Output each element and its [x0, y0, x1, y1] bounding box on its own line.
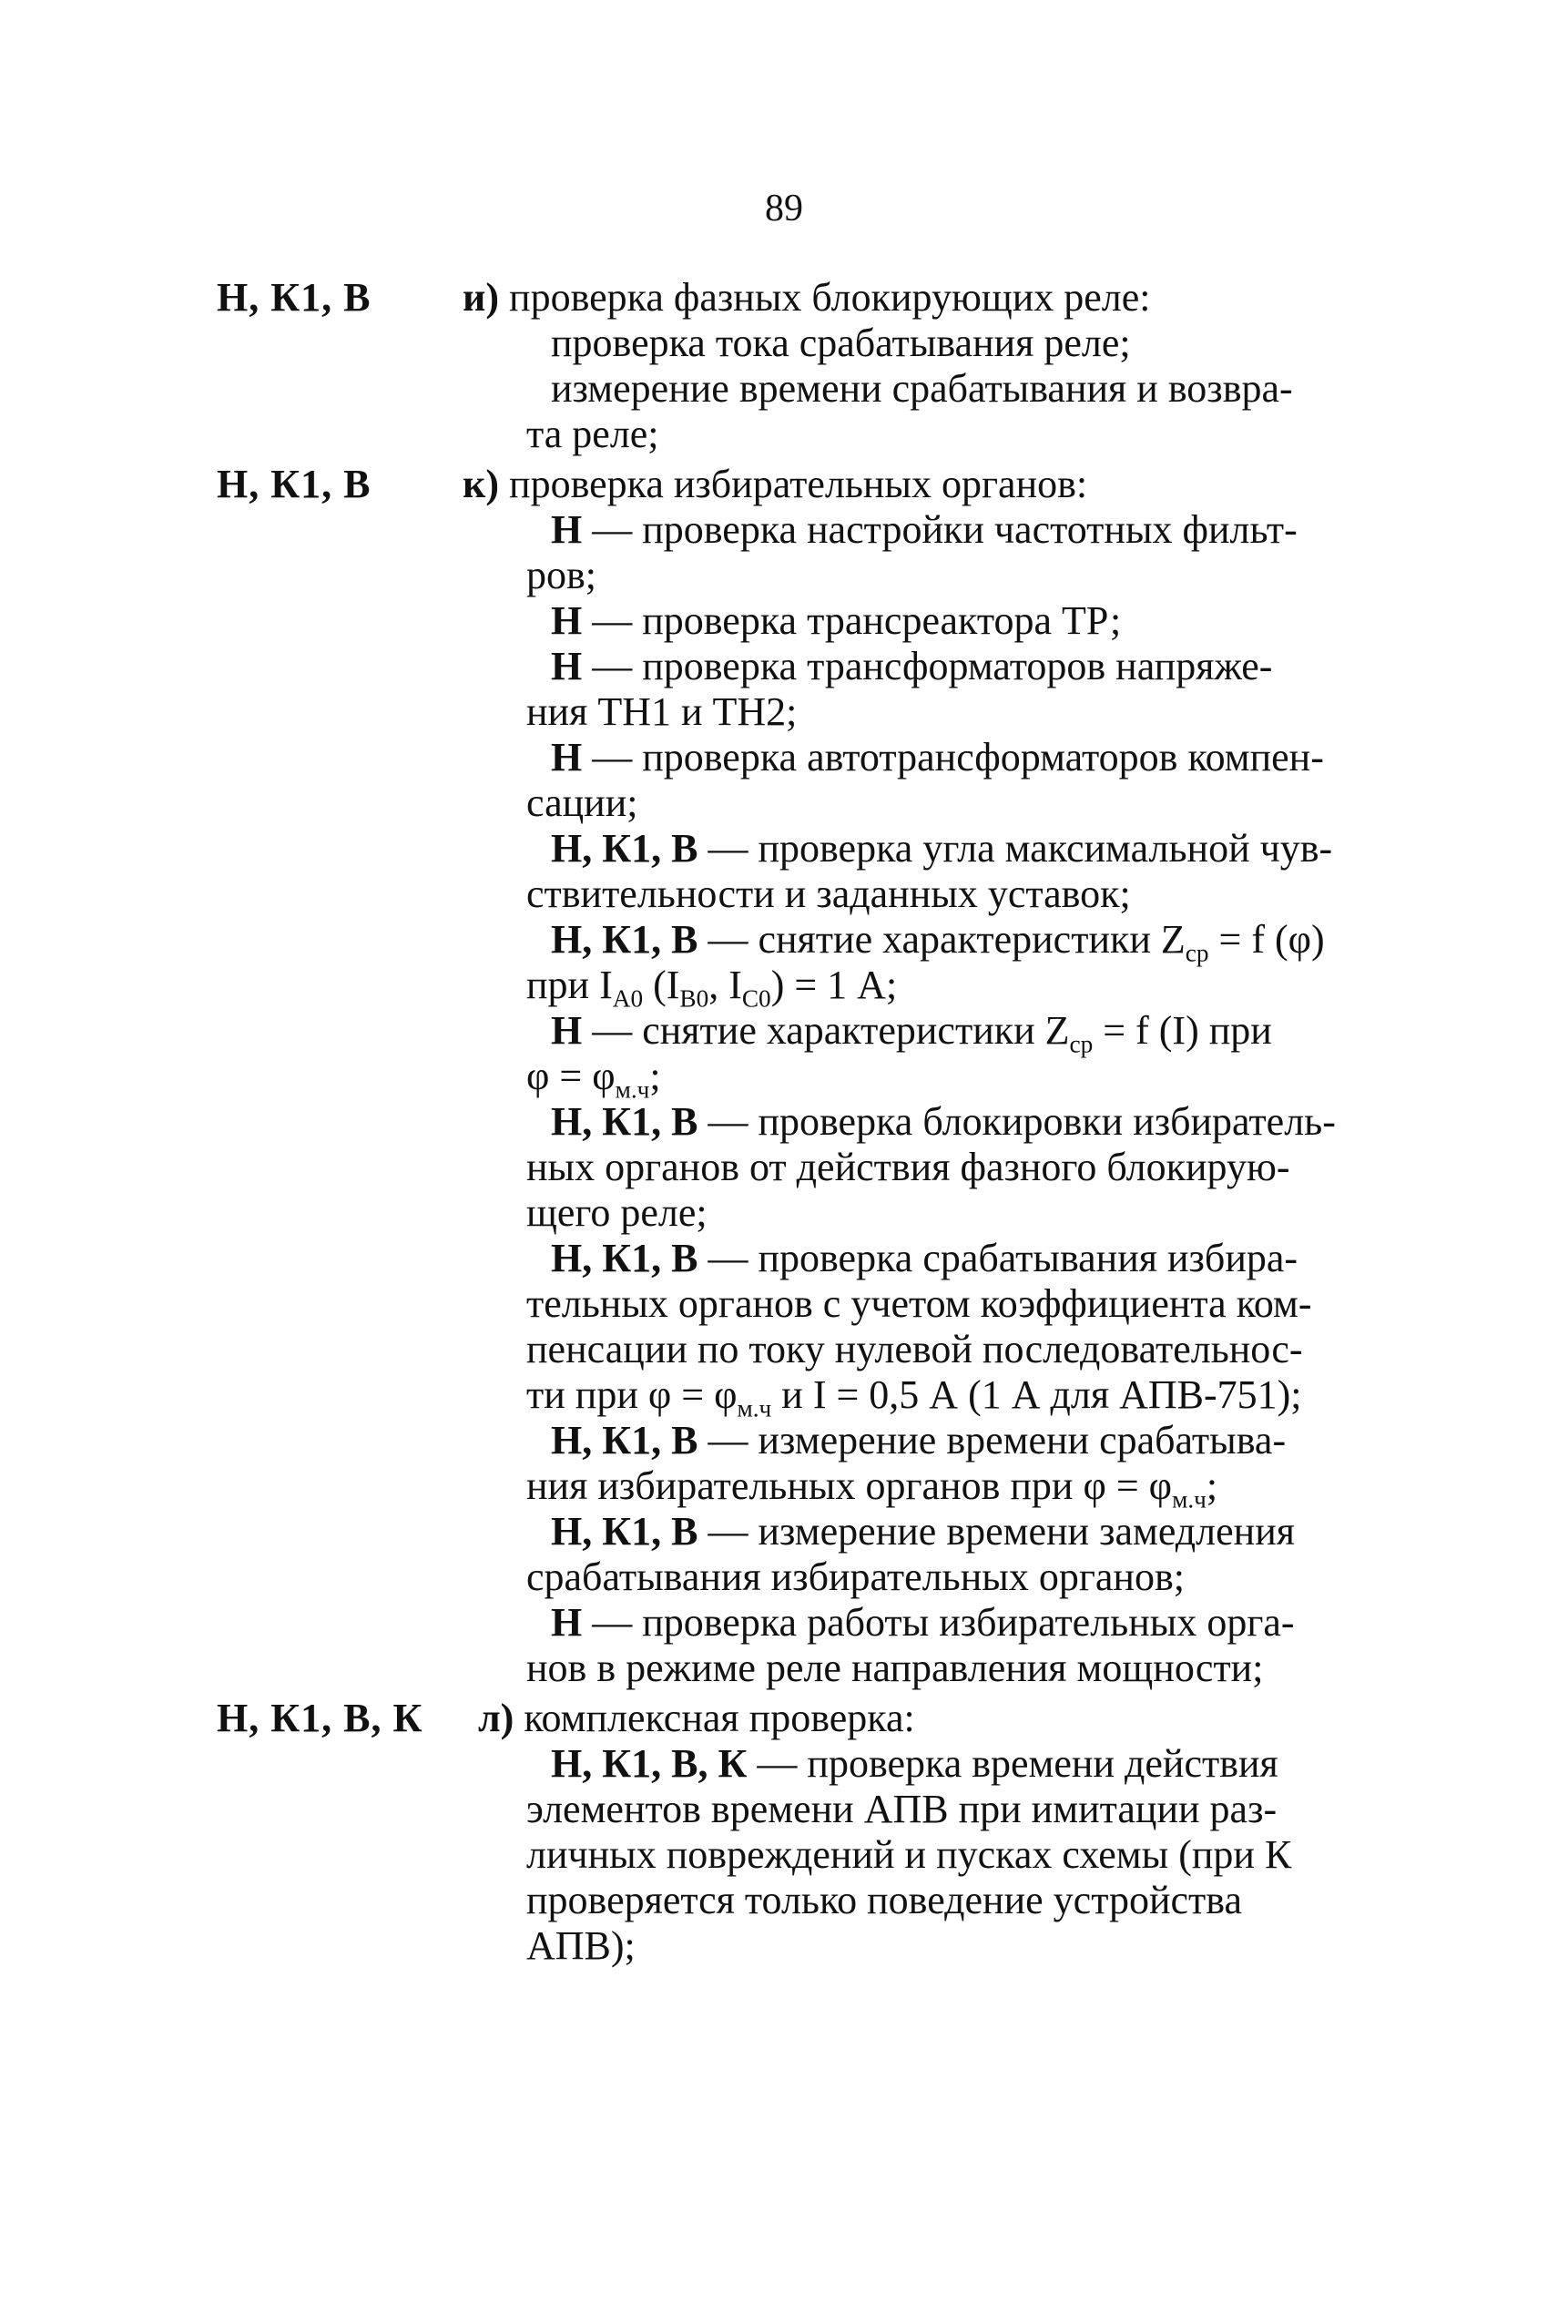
text-line: ров; [526, 553, 596, 597]
text-line: Н — проверка работы избирательных орга- [551, 1600, 1295, 1645]
text-line: щего реле; [526, 1190, 708, 1235]
text-line: проверяется только поведение устройства [526, 1878, 1243, 1922]
text-line: Н, К1, В, К — проверка времени действия [551, 1741, 1278, 1786]
text-line: проверка тока срабатывания реле; [551, 321, 1131, 365]
text-line: Н, К1, В — измерение времени замедления [551, 1509, 1295, 1554]
text-line: измерение времени срабатывания и возвра- [551, 366, 1293, 411]
block-codes: Н, К1, В [217, 462, 372, 506]
text-line: элементов времени АПВ при имитации раз- [526, 1787, 1278, 1831]
text-line: ствительности и заданных уставок; [526, 872, 1131, 916]
block-marker: л) [478, 1696, 514, 1740]
block-codes: Н, К1, В, К [217, 1696, 423, 1740]
text-line: Н — проверка автотрансформаторов компен- [551, 735, 1324, 780]
block-title: проверка избирательных органов: [509, 462, 1088, 506]
text-line: та реле; [526, 412, 659, 456]
text-line: $\varphi = \varphi_{м.ч}$; [526, 1054, 661, 1104]
text-line: Н, К1, В — измерение времени срабатыва- [551, 1418, 1287, 1463]
text-line: Н — проверка трансреактора ТР; [551, 598, 1122, 643]
text-line: Н, К1, В — снятие характеристики $Z_{ср} = f$ (φ) [551, 917, 1325, 967]
block-marker: и) [463, 275, 500, 320]
text-line: нов в режиме реле направления мощности; [526, 1646, 1264, 1690]
text-line: Н — проверка настройки частотных фильт- [551, 507, 1298, 552]
block-title: комплексная проверка: [524, 1696, 915, 1740]
text-line: тельных органов с учетом коэффициента ком- [526, 1281, 1312, 1326]
text-line: ти при $\varphi = \varphi_{м.ч}$ и I = 0,5 А (1 А для АПВ-751); [526, 1372, 1302, 1422]
text-line: сации; [526, 780, 638, 825]
text-line: при $I_{А0}$ ($I_{В0}$, $I_{С0}) = 1$ А; [526, 963, 898, 1013]
text-line: ных органов от действия фазного блокирую- [526, 1145, 1290, 1189]
text-line: Н — снятие характеристики $Z_{ср} = f$ (I) при [551, 1008, 1272, 1058]
text-line: АПВ); [526, 1923, 636, 1968]
text-line: срабатывания избирательных органов; [526, 1554, 1185, 1599]
page-number: 89 [765, 188, 803, 229]
block-heading [463, 275, 1151, 320]
block-heading [478, 1698, 915, 1738]
text-line: ния избирательных органов при $\varphi = \varphi_{м.ч}$; [526, 1463, 1218, 1514]
text-line: Н — проверка трансформаторов напряже- [551, 644, 1273, 688]
block-marker: к) [463, 462, 500, 506]
text-line: ния ТН1 и ТН2; [526, 689, 798, 734]
block-title: проверка фазных блокирующих реле: [509, 275, 1151, 320]
text-line: Н, К1, В — проверка блокировки избиратель- [551, 1099, 1336, 1144]
text-line: личных повреждений и пусках схемы (при К [526, 1832, 1292, 1877]
block-heading [463, 464, 1087, 505]
text-line: Н, К1, В — проверка угла максимальной чув- [551, 826, 1333, 871]
block-codes: Н, К1, В [217, 275, 372, 320]
text-line: пенсации по току нулевой последовательнос- [526, 1327, 1303, 1371]
text-line: Н, К1, В — проверка срабатывания избира- [551, 1236, 1298, 1280]
